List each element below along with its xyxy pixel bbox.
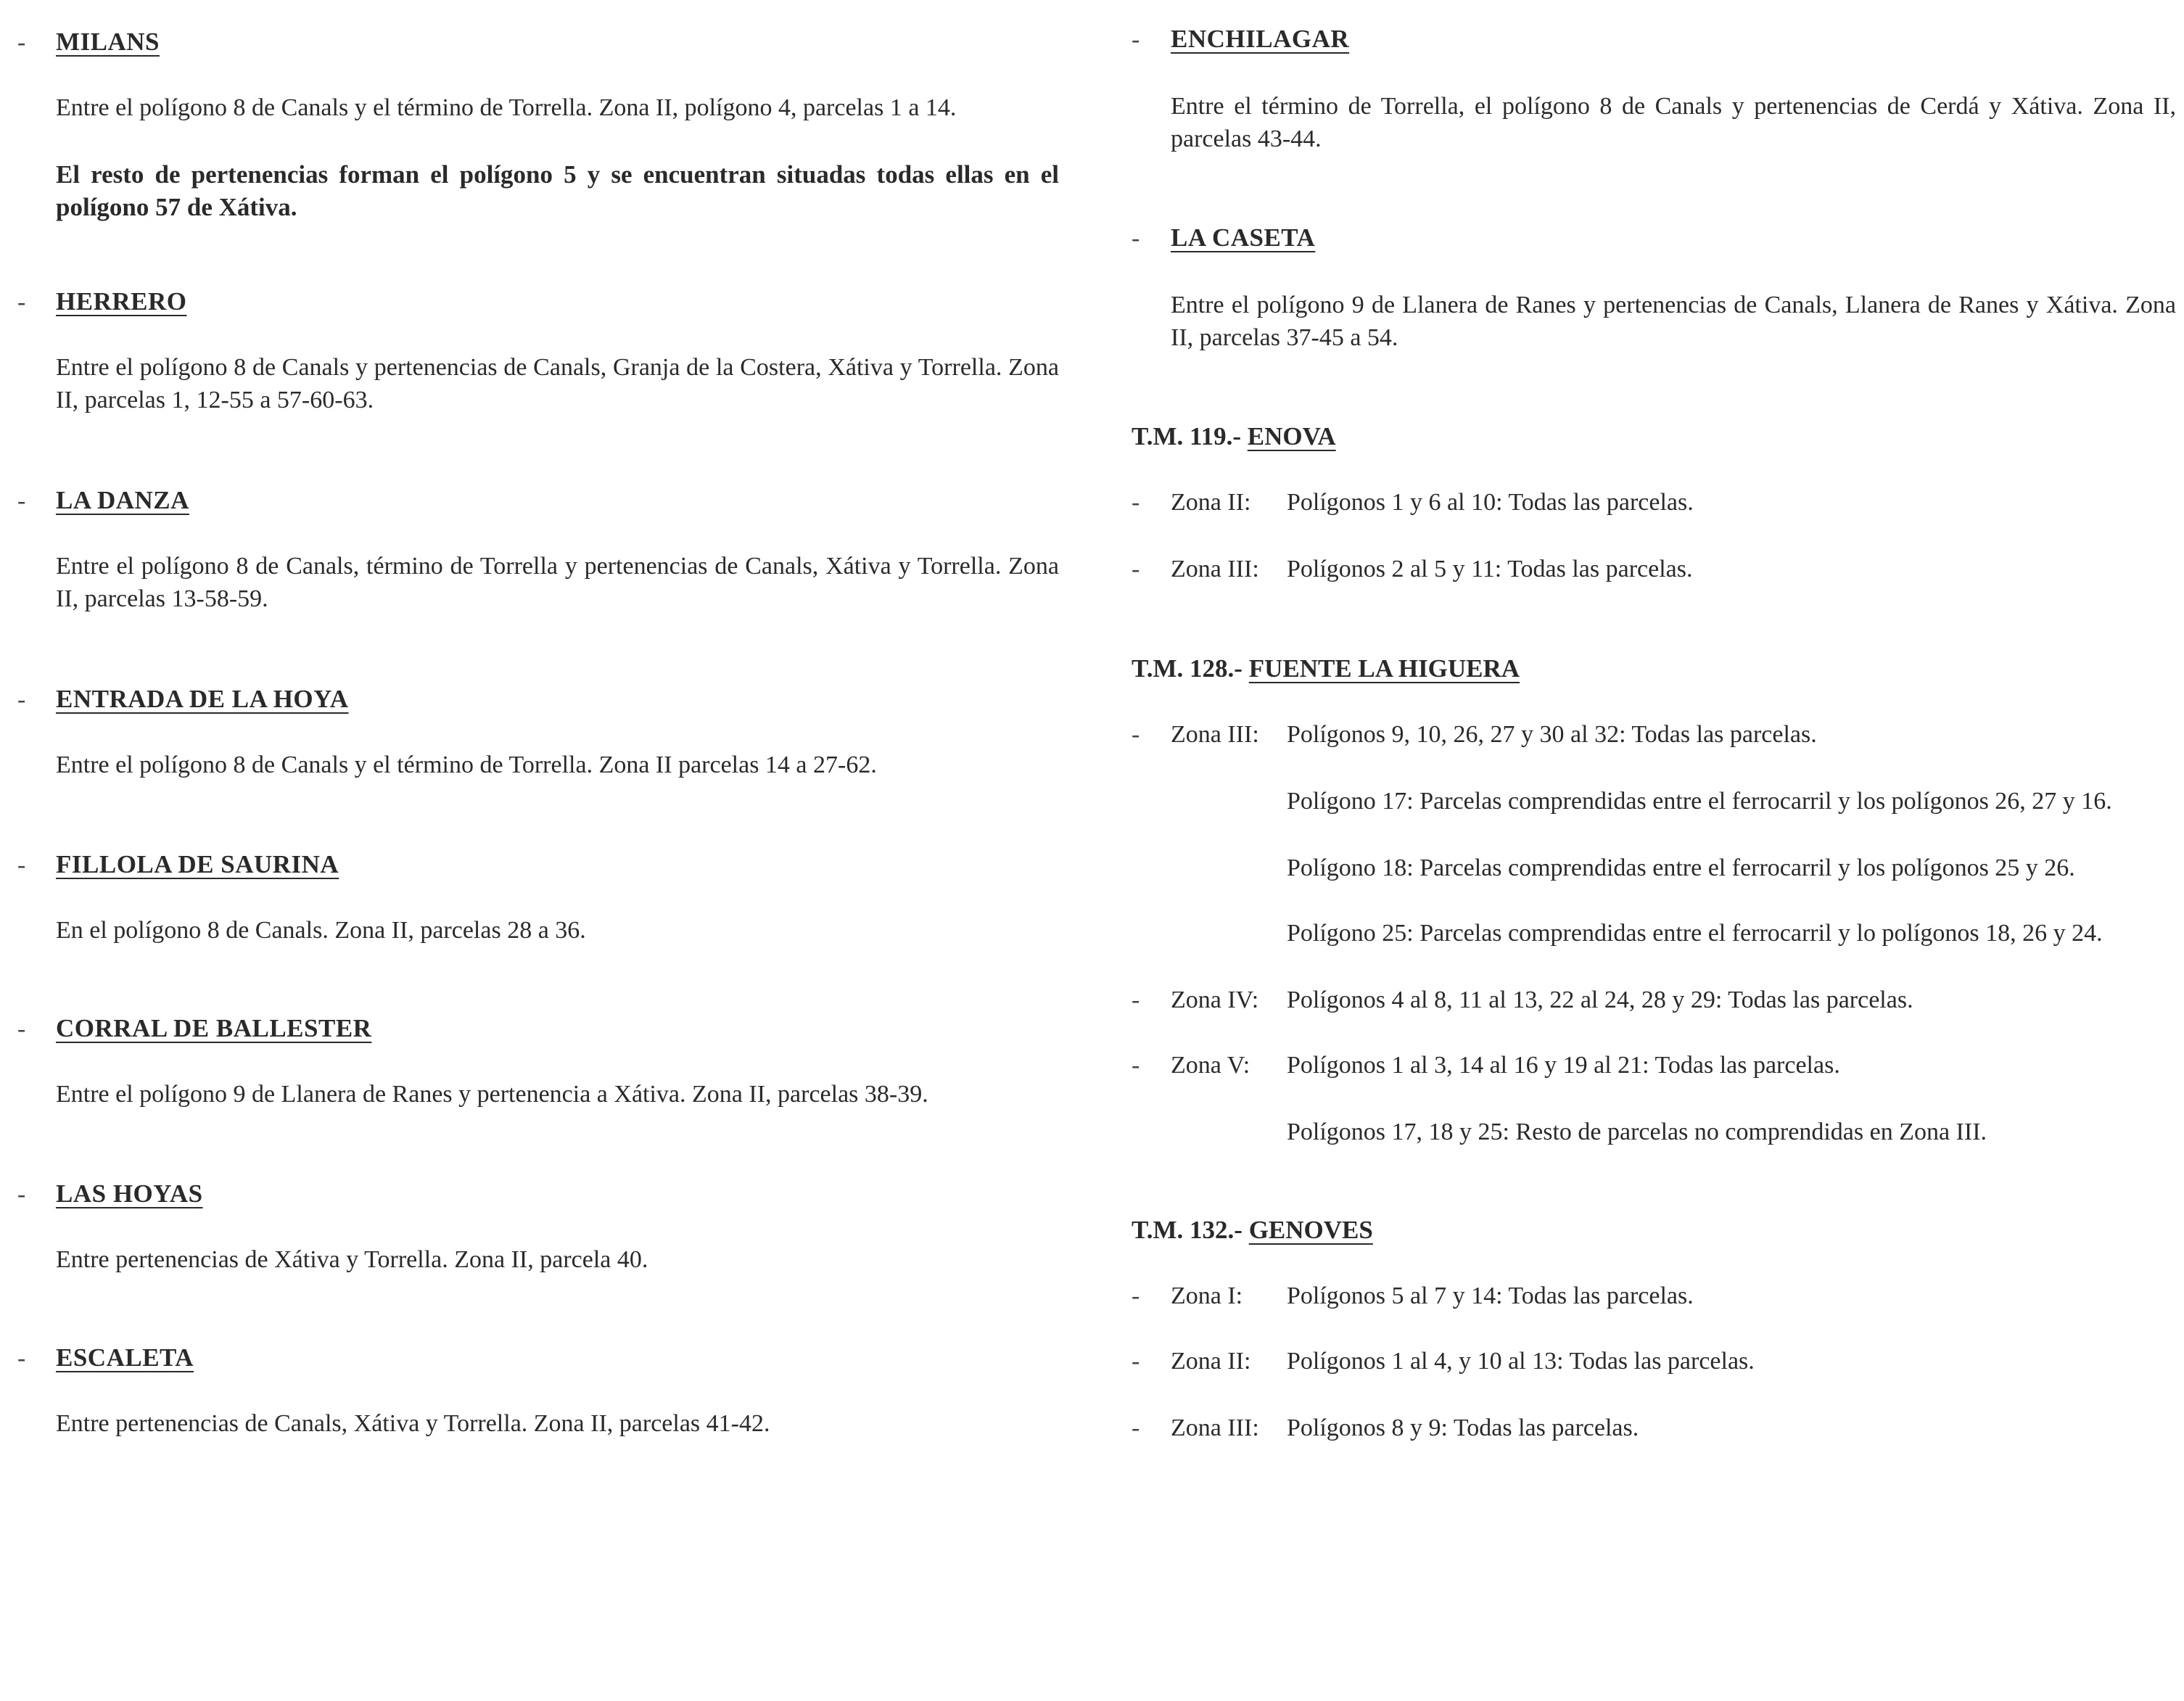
section-text: Entre el polígono 9 de Llanera de Ranes y pertenencias de Canals, Llanera de Ranes y Xátiva. Zona II, parcelas 37-45 a 54. (1171, 292, 2176, 351)
section-text: Entre el término de Torrella, el polígono 8 de Canals y pertenencias de Cerdá y Xátiva. Zona II, parcelas 43-44. (1171, 93, 2176, 152)
section-title: LA CASETA (1171, 223, 1316, 252)
section-title: FILLOLA DE SAURINA (56, 850, 339, 878)
bullet-dash: - (17, 686, 26, 713)
zone-text: Polígonos 1 y 6 al 10: Todas las parcelas. (1287, 489, 1694, 516)
zone-label: Zona IV: (1171, 987, 1259, 1013)
bullet-dash: - (17, 289, 26, 316)
note-paragraph: El resto de pertenencias forman el polígono 5 y se encuentran situadas todas ellas en el polígono 57 de Xátiva. (56, 160, 1059, 221)
zone-text: Polígonos 1 al 3, 14 al 16 y 19 al 21: Todas las parcelas. (1287, 1052, 1840, 1079)
bullet-dash: - (1132, 1052, 1140, 1079)
zone-text: Polígonos 9, 10, 26, 27 y 30 al 32: Todas las parcelas. (1287, 721, 1817, 748)
zone-detail-line: Polígono 17: Parcelas comprendidas entre el ferrocarril y los polígonos 26, 27 y 16. (1287, 788, 2112, 815)
section-title: ENCHILAGAR (1171, 25, 1350, 53)
zone-detail-line: Polígono 25: Parcelas comprendidas entre el ferrocarril y lo polígonos 18, 26 y 24. (1287, 920, 2103, 947)
section-title: MILANS (56, 28, 160, 56)
section-title: LA DANZA (56, 486, 189, 514)
municipality-heading-genoves (1132, 1216, 1373, 1245)
section-text: Entre el polígono 8 de Canals y el término de Torrella. Zona II parcelas 14 a 27-62. (56, 751, 877, 778)
zone-detail-line: Polígono 18: Parcelas comprendidas entre el ferrocarril y los polígonos 25 y 26. (1287, 854, 2075, 881)
zone-text: Polígonos 8 y 9: Todas las parcelas. (1287, 1414, 1639, 1441)
section-text: Entre el polígono 9 de Llanera de Ranes y pertenencia a Xátiva. Zona II, parcelas 38-39. (56, 1081, 928, 1108)
municipality-name: GENOVES (1248, 1216, 1373, 1244)
section-text: Entre el polígono 8 de Canals y el término de Torrella. Zona II, polígono 4, parcelas 1 a 14. (56, 94, 957, 121)
section-title: HERRERO (56, 287, 187, 316)
section-text: En el polígono 8 de Canals. Zona II, parcelas 28 a 36. (56, 917, 586, 944)
bullet-dash: - (1132, 225, 1140, 252)
section-text: Entre el polígono 8 de Canals y pertenencias de Canals, Granja de la Costera, Xátiva y Torrella. Zona II, parcelas 1, 12-55 a 57-60-63. (56, 354, 1059, 413)
zone-label: Zona V: (1171, 1052, 1250, 1079)
municipality-name: ENOVA (1247, 422, 1336, 450)
bullet-dash: - (17, 29, 26, 56)
zone-label: Zona III: (1171, 1414, 1259, 1441)
bullet-dash: - (17, 487, 26, 514)
section-title: ENTRADA DE LA HOYA (56, 685, 349, 713)
municipality-code: T.M. 128.- (1132, 654, 1249, 683)
municipality-code: T.M. 119.- (1132, 422, 1248, 450)
zone-label: Zona I: (1171, 1282, 1243, 1309)
bullet-dash: - (17, 1181, 26, 1208)
section-text: Entre el polígono 8 de Canals, término de Torrella y pertenencias de Canals, Xátiva y Torrella. Zona II, parcelas 13-58-59. (56, 553, 1059, 612)
bullet-dash: - (17, 852, 26, 878)
section-title: LAS HOYAS (56, 1179, 203, 1208)
zone-label: Zona II: (1171, 489, 1251, 516)
zone-label: Zona II: (1171, 1348, 1251, 1375)
zone-text: Polígonos 4 al 8, 11 al 13, 22 al 24, 28 y 29: Todas las parcelas. (1287, 987, 1913, 1013)
zone-label: Zona III: (1171, 721, 1259, 748)
zone-text: Polígonos 5 al 7 y 14: Todas las parcelas. (1287, 1282, 1694, 1309)
municipality-heading-enova (1132, 422, 1336, 451)
section-text: Entre pertenencias de Xátiva y Torrella. Zona II, parcela 40. (56, 1246, 648, 1273)
section-text: Entre pertenencias de Canals, Xátiva y Torrella. Zona II, parcelas 41-42. (56, 1410, 770, 1437)
municipality-name: FUENTE LA HIGUERA (1248, 654, 1520, 683)
section-title: ESCALETA (56, 1343, 194, 1372)
bullet-dash: - (17, 1345, 26, 1372)
section-title: CORRAL DE BALLESTER (56, 1014, 372, 1042)
bullet-dash: - (1132, 987, 1140, 1013)
bullet-dash: - (1132, 26, 1140, 53)
zone-text: Polígonos 2 al 5 y 11: Todas las parcelas. (1287, 556, 1693, 582)
zone-detail-line: Polígonos 17, 18 y 25: Resto de parcelas no comprendidas en Zona III. (1287, 1119, 1987, 1145)
bullet-dash: - (1132, 1348, 1140, 1375)
bullet-dash: - (17, 1016, 26, 1042)
bullet-dash: - (1132, 721, 1140, 748)
bullet-dash: - (1132, 1414, 1140, 1441)
zone-text: Polígonos 1 al 4, y 10 al 13: Todas las parcelas. (1287, 1348, 1755, 1375)
bullet-dash: - (1132, 1282, 1140, 1309)
bullet-dash: - (1132, 489, 1140, 516)
bullet-dash: - (1132, 556, 1140, 582)
zone-label: Zona III: (1171, 556, 1259, 582)
municipality-heading-fuente-la-higuera (1132, 654, 1520, 683)
municipality-code: T.M. 132.- (1132, 1216, 1249, 1244)
